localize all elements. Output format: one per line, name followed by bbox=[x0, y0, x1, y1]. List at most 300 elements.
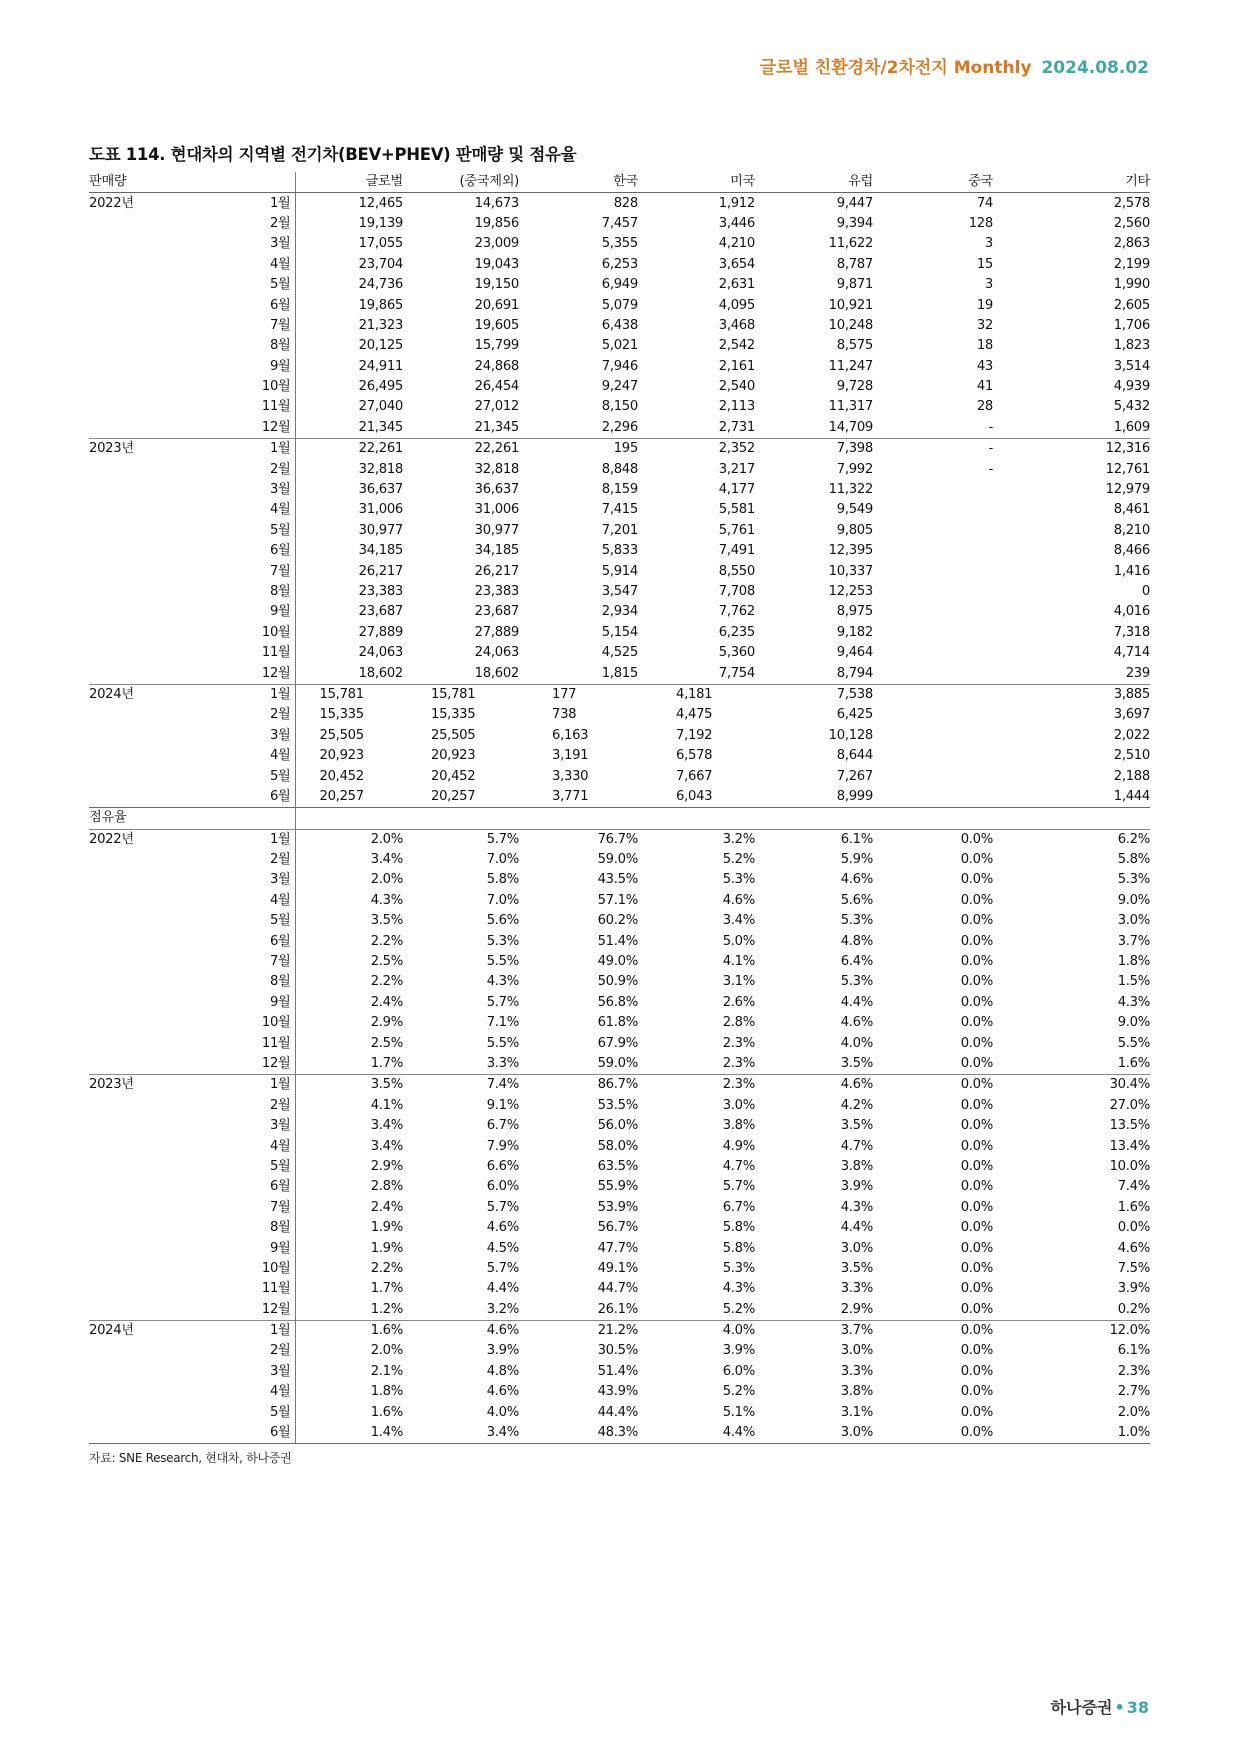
table-cell bbox=[873, 541, 993, 561]
table-cell: 15,799 bbox=[474, 338, 519, 354]
table-cell: 21,323 bbox=[358, 317, 403, 333]
table-cell: 7,201 bbox=[601, 522, 638, 538]
table-cell: 2.0% bbox=[1117, 1404, 1150, 1420]
table-cell: 3.2% bbox=[638, 829, 755, 850]
table-cell: 4.6% bbox=[486, 1220, 519, 1236]
table-row bbox=[89, 193, 1150, 214]
table-cell: 7.4% bbox=[403, 1075, 519, 1096]
month-label: 5월 bbox=[185, 275, 295, 295]
table-row bbox=[89, 1238, 1150, 1258]
table-row bbox=[89, 1157, 1150, 1177]
report-series-title: 글로벌 친환경차/2차전지 Monthly bbox=[759, 58, 1032, 78]
table-row bbox=[89, 1382, 1150, 1402]
year-label bbox=[89, 377, 185, 397]
table-cell: 13.4% bbox=[1109, 1138, 1150, 1154]
table-cell: 4.9% bbox=[722, 1138, 755, 1154]
table-cell: 6.1% bbox=[755, 829, 873, 850]
year-label bbox=[89, 1402, 185, 1422]
table-cell: 2,510 bbox=[1113, 748, 1150, 764]
year-label bbox=[89, 1136, 185, 1156]
table-cell: 1.0% bbox=[993, 1423, 1150, 1444]
table-cell: 25,505 bbox=[431, 727, 476, 743]
year-label bbox=[89, 1341, 185, 1361]
table-cell: 12,979 bbox=[1105, 482, 1150, 498]
table-cell: 24,736 bbox=[358, 277, 403, 293]
table-cell: 31,006 bbox=[358, 502, 403, 518]
table-cell: 31,006 bbox=[474, 502, 519, 518]
table-cell: 8,575 bbox=[836, 338, 873, 354]
table-cell: 4.6% bbox=[840, 872, 873, 888]
table-cell: 3.9% bbox=[1117, 1281, 1150, 1297]
table-cell: 5.2% bbox=[722, 1301, 755, 1317]
table-cell: 0.0% bbox=[960, 1343, 993, 1359]
month-label: 12월 bbox=[185, 1299, 295, 1320]
month-label: 9월 bbox=[185, 357, 295, 377]
table-cell: 2.5% bbox=[370, 954, 403, 970]
table-cell: 0.0% bbox=[960, 1158, 993, 1174]
month-label: 2월 bbox=[185, 850, 295, 870]
table-cell: 195 bbox=[519, 439, 638, 460]
table-cell: 0.0% bbox=[960, 1363, 993, 1379]
table-row bbox=[89, 911, 1150, 931]
table-row bbox=[89, 746, 1150, 766]
table-cell: 26,454 bbox=[474, 379, 519, 395]
month-label: 2월 bbox=[185, 1341, 295, 1361]
table-cell bbox=[873, 684, 993, 705]
table-cell: 26,495 bbox=[358, 379, 403, 395]
table-cell: 36,637 bbox=[358, 482, 403, 498]
table-cell bbox=[873, 623, 993, 643]
table-cell: 43 bbox=[976, 358, 993, 374]
year-label bbox=[89, 1279, 185, 1299]
table-row bbox=[89, 1054, 1150, 1075]
table-cell: 23,383 bbox=[358, 584, 403, 599]
table-cell: 1,416 bbox=[1113, 563, 1150, 579]
column-header: 기타 bbox=[993, 172, 1150, 193]
table-cell: 5.7% bbox=[486, 994, 519, 1010]
month-label: 3월 bbox=[185, 1362, 295, 1382]
month-label: 4월 bbox=[185, 500, 295, 520]
table-cell: 0.0% bbox=[960, 1035, 993, 1051]
year-label: 2024년 bbox=[89, 684, 185, 705]
table-cell: 6.7% bbox=[722, 1199, 755, 1215]
table-cell: 0.0% bbox=[960, 1118, 993, 1134]
table-cell: 7.4% bbox=[1117, 1179, 1150, 1195]
table-cell bbox=[873, 663, 993, 684]
table-cell bbox=[873, 766, 993, 786]
table-cell: - bbox=[988, 419, 993, 435]
table-cell: 19,139 bbox=[358, 215, 403, 231]
table-cell: 4.6% bbox=[840, 1015, 873, 1031]
table-cell bbox=[873, 480, 993, 500]
table-row bbox=[89, 214, 1150, 234]
table-cell bbox=[873, 500, 993, 520]
table-cell: 5.8% bbox=[1117, 852, 1150, 868]
table-cell: 30.5% bbox=[597, 1343, 638, 1359]
source-note: 자료: SNE Research, 현대차, 하나증권 bbox=[89, 1451, 292, 1465]
table-cell: 3.0% bbox=[840, 1343, 873, 1359]
table-cell: 49.1% bbox=[597, 1260, 638, 1276]
table-cell: 2.3% bbox=[638, 1075, 755, 1096]
table-cell: 3,330 bbox=[552, 768, 589, 784]
month-label: 5월 bbox=[185, 911, 295, 931]
section-row bbox=[89, 808, 1150, 829]
table-cell: 49.0% bbox=[597, 954, 638, 970]
table-cell: 0.0% bbox=[1117, 1220, 1150, 1236]
table-cell: 19 bbox=[976, 297, 993, 313]
table-cell: 7.9% bbox=[486, 1138, 519, 1154]
table-cell: 2.2% bbox=[370, 1260, 403, 1276]
year-label: 2023년 bbox=[89, 1075, 185, 1096]
year-label bbox=[89, 623, 185, 643]
table-cell: 7,667 bbox=[676, 768, 713, 784]
table-body bbox=[89, 172, 1150, 1444]
table-cell: 3.0% bbox=[840, 1240, 873, 1256]
table-cell: 3,446 bbox=[718, 215, 755, 231]
table-cell: 1.8% bbox=[1117, 954, 1150, 970]
table-row bbox=[89, 439, 1150, 460]
table-cell: 56.7% bbox=[597, 1220, 638, 1236]
year-label bbox=[89, 418, 185, 439]
table-cell: 15,335 bbox=[431, 707, 476, 723]
table-cell: 4.0% bbox=[486, 1404, 519, 1420]
month-label: 6월 bbox=[185, 1177, 295, 1197]
table-cell bbox=[873, 726, 993, 746]
table-row bbox=[89, 663, 1150, 684]
table-cell: 1.7% bbox=[370, 1281, 403, 1297]
table-cell: 7.1% bbox=[486, 1015, 519, 1031]
table-cell: 12,253 bbox=[828, 584, 873, 599]
table-cell: 0.0% bbox=[960, 933, 993, 949]
table-cell: 5,432 bbox=[1113, 399, 1150, 415]
table-cell: 7,754 bbox=[718, 665, 755, 681]
table-row bbox=[89, 1279, 1150, 1299]
table-cell bbox=[873, 746, 993, 766]
table-cell: 6.0% bbox=[722, 1363, 755, 1379]
year-label bbox=[89, 1157, 185, 1177]
table-cell: 19,856 bbox=[474, 215, 519, 231]
table-cell: 1.8% bbox=[370, 1384, 403, 1400]
table-cell: 2.2% bbox=[370, 974, 403, 990]
table-cell: 2.7% bbox=[1117, 1384, 1150, 1400]
table-cell: 27.0% bbox=[1109, 1097, 1150, 1113]
table-cell: 3.3% bbox=[486, 1055, 519, 1071]
year-label: 2022년 bbox=[89, 829, 185, 850]
table-cell: 6,949 bbox=[601, 277, 638, 293]
table-cell: 22,261 bbox=[403, 439, 519, 460]
table-cell: 1.6% bbox=[370, 1404, 403, 1420]
table-cell: 5.3% bbox=[840, 974, 873, 990]
month-label: 7월 bbox=[185, 561, 295, 581]
table-cell: 5,355 bbox=[601, 236, 638, 252]
table-cell: 6,043 bbox=[638, 787, 755, 808]
table-cell: 1,823 bbox=[1113, 338, 1150, 354]
table-cell: 4.8% bbox=[486, 1363, 519, 1379]
year-label bbox=[89, 1238, 185, 1258]
table-cell: 47.7% bbox=[597, 1240, 638, 1256]
table-cell: 0.0% bbox=[960, 1220, 993, 1236]
table-cell: 58.0% bbox=[597, 1138, 638, 1154]
table-cell: 4,177 bbox=[718, 482, 755, 498]
month-label: 2월 bbox=[185, 214, 295, 234]
table-cell: 9,247 bbox=[601, 379, 638, 395]
table-cell: 3,468 bbox=[718, 317, 755, 333]
table-cell: 6.4% bbox=[840, 954, 873, 970]
table-cell: 51.4% bbox=[597, 933, 638, 949]
table-cell: 0.0% bbox=[960, 913, 993, 929]
table-row bbox=[89, 766, 1150, 786]
table-row bbox=[89, 397, 1150, 417]
table-cell: 5.3% bbox=[722, 1260, 755, 1276]
table-cell: 7,708 bbox=[718, 584, 755, 599]
table-cell: 2,540 bbox=[718, 379, 755, 395]
table-cell: 5.3% bbox=[722, 872, 755, 888]
table-row bbox=[89, 1033, 1150, 1053]
table-cell: 30,977 bbox=[474, 522, 519, 538]
table-cell: 44.4% bbox=[597, 1404, 638, 1420]
table-cell: 23,704 bbox=[358, 256, 403, 272]
table-cell: 50.9% bbox=[597, 974, 638, 990]
table-cell: 10.0% bbox=[1109, 1158, 1150, 1174]
table-cell: 48.3% bbox=[519, 1423, 638, 1444]
table-cell: 32,818 bbox=[474, 461, 519, 477]
table-cell: 4,210 bbox=[718, 236, 755, 252]
table-cell: 3,885 bbox=[993, 684, 1150, 705]
table-cell bbox=[403, 808, 519, 829]
table-cell: 6.7% bbox=[486, 1118, 519, 1134]
month-label: 7월 bbox=[185, 952, 295, 972]
table-cell: 8,150 bbox=[601, 399, 638, 415]
table-cell: 3.0% bbox=[722, 1097, 755, 1113]
table-cell: 12,316 bbox=[993, 439, 1150, 460]
table-cell: 4.3% bbox=[1117, 994, 1150, 1010]
column-header: 판매량 bbox=[89, 172, 185, 193]
table-cell: 2,934 bbox=[601, 604, 638, 620]
table-cell: 3.2% bbox=[486, 1301, 519, 1317]
table-cell: 9,447 bbox=[836, 195, 873, 211]
report-header bbox=[760, 53, 1149, 78]
table-cell: 20,923 bbox=[431, 748, 476, 764]
table-cell bbox=[295, 808, 403, 829]
year-label bbox=[89, 397, 185, 417]
table-cell bbox=[873, 602, 993, 622]
table-cell: 3.4% bbox=[722, 913, 755, 929]
table-cell: 1.6% bbox=[1117, 1055, 1150, 1071]
year-label bbox=[89, 870, 185, 890]
table-cell: 10,921 bbox=[828, 297, 873, 313]
month-label: 11월 bbox=[185, 1033, 295, 1053]
year-label bbox=[89, 255, 185, 275]
table-cell: 4.4% bbox=[840, 1220, 873, 1236]
table-row bbox=[89, 1177, 1150, 1197]
footer-dot-icon: • bbox=[1114, 1698, 1125, 1717]
table-cell: 1,912 bbox=[718, 195, 755, 211]
month-label: 5월 bbox=[185, 521, 295, 541]
table-cell: 6,438 bbox=[601, 317, 638, 333]
table-cell: 2.9% bbox=[840, 1301, 873, 1317]
table-cell: 3.3% bbox=[840, 1281, 873, 1297]
table-cell: 0.0% bbox=[960, 954, 993, 970]
table-cell: 7,415 bbox=[601, 502, 638, 518]
table-cell: 4.6% bbox=[403, 1320, 519, 1341]
table-cell: 17,055 bbox=[358, 236, 403, 252]
table-cell: 1,706 bbox=[1113, 317, 1150, 333]
table-row bbox=[89, 1423, 1150, 1444]
table-cell: 4.3% bbox=[370, 892, 403, 908]
table-row bbox=[89, 1136, 1150, 1156]
month-label: 3월 bbox=[185, 234, 295, 254]
table-cell: 7.0% bbox=[486, 892, 519, 908]
table-cell: 0.0% bbox=[960, 1138, 993, 1154]
year-label bbox=[89, 931, 185, 951]
month-label: 5월 bbox=[185, 766, 295, 786]
table-cell: 3.4% bbox=[403, 1423, 519, 1444]
table-cell: 0 bbox=[1141, 584, 1150, 599]
table-cell: 12,761 bbox=[1105, 461, 1150, 477]
table-cell: 57.1% bbox=[597, 892, 638, 908]
table-row bbox=[89, 275, 1150, 295]
table-row bbox=[89, 500, 1150, 520]
table-cell: 19,605 bbox=[474, 317, 519, 333]
table-cell: 5.3% bbox=[840, 913, 873, 929]
table-cell: 26,217 bbox=[358, 563, 403, 579]
table-row bbox=[89, 459, 1150, 479]
table-row bbox=[89, 1362, 1150, 1382]
table-cell: 5,833 bbox=[601, 543, 638, 559]
table-cell: 5.5% bbox=[486, 954, 519, 970]
year-label bbox=[89, 972, 185, 992]
table-cell: 18,602 bbox=[474, 665, 519, 681]
year-label bbox=[89, 214, 185, 234]
table-row bbox=[89, 993, 1150, 1013]
table-cell: 0.0% bbox=[960, 1281, 993, 1297]
table-cell: 0.0% bbox=[960, 1301, 993, 1317]
table-cell: 3,771 bbox=[519, 787, 638, 808]
table-cell: 0.0% bbox=[960, 1179, 993, 1195]
month-label: 1월 bbox=[185, 829, 295, 850]
table-cell: 1,609 bbox=[1113, 419, 1150, 435]
table-cell: 828 bbox=[613, 195, 638, 211]
table-cell: 0.0% bbox=[960, 1055, 993, 1071]
table-cell: 7.5% bbox=[1117, 1260, 1150, 1276]
table-cell: 5,581 bbox=[718, 502, 755, 518]
table-cell: 8,975 bbox=[836, 604, 873, 620]
table-cell: 3.4% bbox=[370, 1118, 403, 1134]
table-cell: 5.3% bbox=[1117, 872, 1150, 888]
table-cell: 3.4% bbox=[370, 852, 403, 868]
table-cell: 5.1% bbox=[722, 1404, 755, 1420]
month-label: 3월 bbox=[185, 870, 295, 890]
table-cell: 20,257 bbox=[403, 787, 519, 808]
table-cell: 7,398 bbox=[755, 439, 873, 460]
table-cell: 5.7% bbox=[486, 1260, 519, 1276]
year-label bbox=[89, 663, 185, 684]
table-row bbox=[89, 255, 1150, 275]
table-row bbox=[89, 602, 1150, 622]
table-cell: 0.0% bbox=[960, 1015, 993, 1031]
table-cell: 3.4% bbox=[370, 1138, 403, 1154]
table-cell: 7,762 bbox=[718, 604, 755, 620]
table-cell: 4.3% bbox=[840, 1199, 873, 1215]
table-cell: 5,079 bbox=[601, 297, 638, 313]
table-cell: 0.0% bbox=[873, 1423, 993, 1444]
table-cell: 7,457 bbox=[601, 215, 638, 231]
table-row bbox=[89, 850, 1150, 870]
table-cell: 7.0% bbox=[486, 852, 519, 868]
table-cell: 4.3% bbox=[722, 1281, 755, 1297]
table-cell: 23,009 bbox=[474, 236, 519, 252]
month-label: 4월 bbox=[185, 891, 295, 911]
table-cell: 4.0% bbox=[638, 1320, 755, 1341]
table-cell: 9.1% bbox=[486, 1097, 519, 1113]
table-cell: 22,261 bbox=[295, 439, 403, 460]
table-row bbox=[89, 521, 1150, 541]
column-header: 미국 bbox=[638, 172, 755, 193]
table-cell: 0.0% bbox=[960, 892, 993, 908]
table-cell: 12,465 bbox=[358, 195, 403, 211]
table-cell: 5.2% bbox=[722, 1384, 755, 1400]
table-row bbox=[89, 1402, 1150, 1422]
table-row bbox=[89, 1075, 1150, 1096]
table-cell: 6.1% bbox=[1117, 1343, 1150, 1359]
table-row bbox=[89, 336, 1150, 356]
year-label bbox=[89, 1177, 185, 1197]
table-cell: 8,210 bbox=[1113, 522, 1150, 538]
data-table bbox=[89, 172, 1150, 1444]
table-cell: 14,673 bbox=[474, 195, 519, 211]
table-cell: 2.3% bbox=[1117, 1363, 1150, 1379]
table-cell: 9.0% bbox=[1117, 1015, 1150, 1031]
table-cell: 8,999 bbox=[755, 787, 873, 808]
month-label: 12월 bbox=[185, 418, 295, 439]
table-cell: 738 bbox=[552, 707, 577, 723]
table-cell: 2.0% bbox=[295, 829, 403, 850]
month-label: 6월 bbox=[185, 931, 295, 951]
table-cell: 3.8% bbox=[840, 1384, 873, 1400]
table-cell: 0.0% bbox=[960, 1384, 993, 1400]
table-cell: 60.2% bbox=[597, 913, 638, 929]
month-label: 5월 bbox=[185, 1402, 295, 1422]
table-cell: 3.8% bbox=[840, 1158, 873, 1174]
table-cell: 67.9% bbox=[597, 1035, 638, 1051]
year-label bbox=[89, 911, 185, 931]
table-cell: 2,542 bbox=[718, 338, 755, 354]
table-cell: 63.5% bbox=[597, 1158, 638, 1174]
table-cell: 3.5% bbox=[295, 1075, 403, 1096]
table-cell: 5,761 bbox=[718, 522, 755, 538]
year-label bbox=[89, 746, 185, 766]
year-label bbox=[89, 1033, 185, 1053]
month-label: 10월 bbox=[185, 377, 295, 397]
year-label bbox=[89, 993, 185, 1013]
month-label: 10월 bbox=[185, 1259, 295, 1279]
table-row bbox=[89, 1218, 1150, 1238]
table-cell: 27,040 bbox=[358, 399, 403, 415]
page-footer bbox=[1051, 1695, 1149, 1718]
month-label: 1월 bbox=[185, 1320, 295, 1341]
year-label bbox=[89, 643, 185, 663]
table-cell: 1.7% bbox=[370, 1055, 403, 1071]
month-label: 1월 bbox=[185, 684, 295, 705]
table-row bbox=[89, 295, 1150, 315]
table-cell: 5.3% bbox=[486, 933, 519, 949]
table-row bbox=[89, 684, 1150, 705]
table-cell: 9,871 bbox=[836, 277, 873, 293]
column-header: 글로벌 bbox=[295, 172, 403, 193]
table-cell: 8,466 bbox=[1113, 543, 1150, 559]
table-cell: 7,491 bbox=[718, 543, 755, 559]
month-label: 4월 bbox=[185, 1136, 295, 1156]
